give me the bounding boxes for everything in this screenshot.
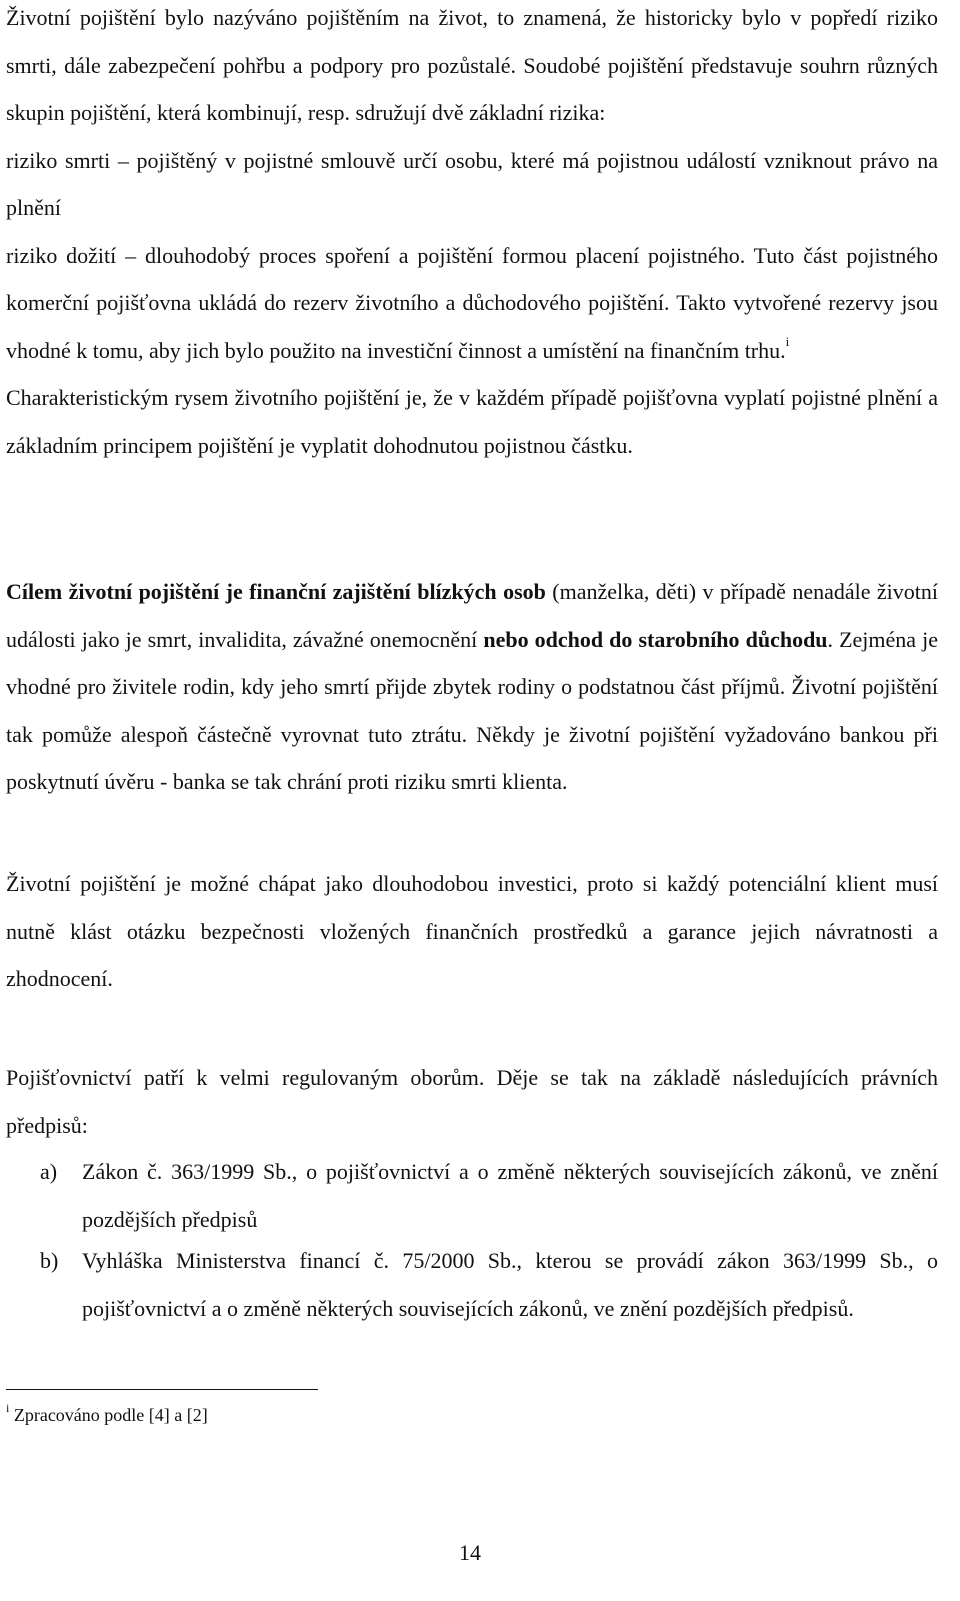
footnote xyxy=(6,1400,906,1430)
list-marker: b) xyxy=(40,1248,59,1273)
risk-of-death-text: riziko smrti – pojištěný v pojistné smlouvě určí osobu, které má pojistnou událostí vzniknout právo na plnění xyxy=(6,147,938,220)
goal-bold-text: Cílem životní pojištění je finanční zajištění blízkých osob xyxy=(6,579,546,604)
regulation-list-b xyxy=(6,1237,938,1332)
footnote-text: Zpracováno podle [4] a [2] xyxy=(13,1405,208,1425)
paragraph-goal xyxy=(6,568,938,806)
paragraph-life-insurance-intro xyxy=(6,0,938,469)
footnote-reference: i xyxy=(785,333,790,349)
regulation-list-a xyxy=(6,1148,938,1243)
list-item-text: Vyhláška Ministerstva financí č. 75/2000 Sb., kterou se provádí zákon 363/1999 Sb., o pojišťovnictví a o změně některých souvisejících zákonů, ve znění pozdějších předpisů. xyxy=(82,1248,938,1321)
risk-of-survival-text: riziko dožití – dlouhodobý proces spoření a pojištění formou placení pojistného. Tuto část pojistného komerční pojišťovna ukládá do rezerv životního a důchodového pojištění. Takto vytvořené rezervy jsou vhodné k tomu, aby jich bylo použito na investiční činnost a umístění na finančním trhu. xyxy=(6,242,938,363)
characteristic-text: Charakteristickým rysem životního pojištění je, že v každém případě pojišťovna vyplatí pojistné plnění a základním principem pojištění je vyplatit dohodnutou pojistnou částku. xyxy=(6,385,938,458)
paragraph-regulation: Pojišťovnictví patří k velmi regulovaným oborům. Děje se tak na základě následujících právních předpisů: xyxy=(6,1065,938,1138)
retirement-bold-text: nebo odchod do starobního důchodu xyxy=(483,626,828,652)
list-item xyxy=(6,1148,938,1243)
paragraph-investment: Životní pojištění je možné chápat jako dlouhodobou investici, proto si každý potenciální klient musí nutně klást otázku bezpečnosti vložených finančních prostředků a garance jejich návratnosti a zhodnocení. xyxy=(6,871,938,991)
list-marker: a) xyxy=(40,1159,58,1184)
footnote-divider xyxy=(6,1389,318,1390)
intro-text: Životní pojištění bylo nazýváno pojištěním na život, to znamená, že historicky bylo v popředí riziko smrti, dále zabezpečení pohřbu a podpory pro pozůstalé. Soudobé pojištění představuje souhrn různých skupin pojištění, která kombinují, resp. sdružují dvě základní rizika: xyxy=(6,5,938,125)
list-item xyxy=(6,1237,938,1332)
goal-continuation-text: . Zejména je vhodné pro živitele rodin, kdy jeho smrtí přijde zbytek rodiny o podstatnou část příjmů. Životní pojištění tak pomůže alespoň částečně vyrovnat tuto ztrátu. Někdy je životní pojištění vyžadováno bankou při poskytnutí úvěru - banka se tak chrání proti riziku smrti klienta. xyxy=(6,626,938,794)
goal-text: (manželka, děti) v případě nenadále životní události jako je smrt, invalidita, závažné onemocnění xyxy=(6,579,938,652)
footnote-mark: i xyxy=(6,1401,10,1415)
page-number: 14 xyxy=(459,1540,481,1565)
list-item-text: Zákon č. 363/1999 Sb., o pojišťovnictví a o změně některých souvisejících zákonů, ve znění pozdějších předpisů xyxy=(82,1159,938,1232)
